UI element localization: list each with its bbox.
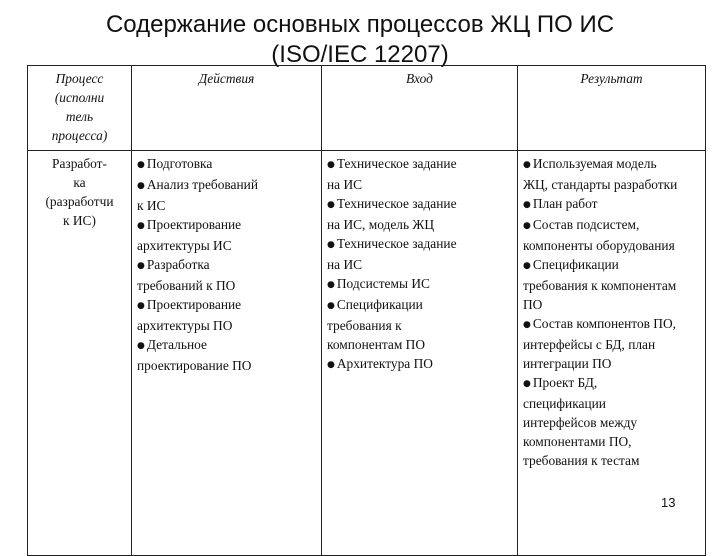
list-item-text: Используемая модель: [532, 156, 657, 171]
list-item-text: Архитектура ПО: [336, 356, 433, 371]
table-header-row: [28, 66, 706, 151]
header-input: [322, 66, 518, 151]
process-text: Разработ-: [52, 156, 107, 171]
list-item-text: План работ: [532, 196, 598, 211]
list-item-text: Подсистемы ИС: [336, 276, 430, 291]
list-item-text: ПО: [523, 297, 543, 312]
list-item-text: к ИС: [137, 198, 166, 213]
bullet-icon: ●: [137, 301, 145, 311]
list-item-text: интеграции ПО: [523, 356, 612, 371]
title-line-2: (ISO/IEC 12207): [271, 41, 449, 68]
list-item: [327, 194, 512, 234]
header-process: [28, 66, 132, 151]
bullet-icon: ●: [137, 261, 145, 271]
list-item-text: Разработка: [146, 257, 210, 272]
list-item: [327, 274, 512, 295]
cell-inputs: [322, 151, 518, 556]
list-item-text: Проектирование: [146, 217, 242, 232]
list-item-text: ЖЦ, стандарты разработки: [523, 177, 678, 192]
page-number: 13: [661, 495, 676, 510]
list-item-text: требования к компонентам: [523, 278, 677, 293]
bullet-icon: ●: [523, 221, 531, 231]
bullet-icon: ●: [523, 261, 531, 271]
title-line-1: Содержание основных процессов ЖЦ ПО ИС: [105, 11, 615, 38]
list-item: [523, 314, 700, 373]
list-item-text: компонентами ПО,: [523, 434, 632, 449]
list-item: [137, 154, 316, 175]
list-item: [523, 154, 700, 194]
list-item-text: на ИС: [327, 257, 363, 272]
list-item-text: Спецификации: [532, 257, 619, 272]
header-text: (исполни: [54, 90, 105, 105]
list-item-text: требований к ПО: [137, 278, 236, 293]
process-text: к ИС): [63, 213, 96, 228]
process-table: [27, 65, 706, 556]
list-item-text: компонентам ПО: [327, 337, 425, 352]
cell-process: [28, 151, 132, 556]
list-item-text: Техническое задание: [336, 236, 457, 251]
bullet-icon: ●: [327, 301, 335, 311]
list-item-text: Спецификации: [336, 297, 423, 312]
bullet-icon: ●: [137, 341, 145, 351]
bullet-icon: ●: [523, 160, 531, 170]
header-text: тель: [65, 109, 94, 124]
list-item-text: требования к: [327, 318, 402, 333]
bullet-icon: ●: [327, 160, 335, 170]
list-item-text: архитектуры ИС: [137, 238, 232, 253]
bullet-icon: ●: [327, 240, 335, 250]
cell-actions: [132, 151, 322, 556]
list-item: [523, 255, 700, 314]
list-item-text: требования к тестам: [523, 453, 640, 468]
list-item-text: проектирование ПО: [137, 358, 252, 373]
list-item-text: интерфейсы с БД, план: [523, 337, 656, 352]
list-item-text: Анализ требований: [146, 177, 258, 192]
bullet-icon: ●: [137, 181, 145, 191]
list-item: [327, 234, 512, 274]
list-item: [523, 215, 700, 255]
list-item: [137, 175, 316, 215]
list-item-text: архитектуры ПО: [137, 318, 233, 333]
bullet-icon: ●: [137, 160, 145, 170]
list-item-text: на ИС, модель ЖЦ: [327, 217, 435, 232]
list-item-text: Проект БД,: [532, 375, 598, 390]
bullet-icon: ●: [137, 221, 145, 231]
list-item-text: на ИС: [327, 177, 363, 192]
process-text: (разработчи: [45, 194, 114, 209]
list-item-text: Подготовка: [146, 156, 213, 171]
list-item: [523, 194, 700, 215]
list-item: [523, 373, 700, 470]
list-item-text: Детальное: [146, 337, 207, 352]
header-text: процесса): [51, 128, 108, 143]
header-text: Процесс: [55, 71, 104, 86]
list-item-text: интерфейсов между: [523, 415, 638, 430]
cell-results: [518, 151, 706, 556]
bullet-icon: ●: [327, 280, 335, 290]
bullet-icon: ●: [523, 200, 531, 210]
bullet-icon: ●: [523, 379, 531, 389]
header-actions: [132, 66, 322, 151]
list-item: [327, 354, 512, 375]
bullet-icon: ●: [327, 200, 335, 210]
list-item-text: спецификации: [523, 396, 606, 411]
list-item-text: Техническое задание: [336, 196, 457, 211]
list-item: [327, 295, 512, 354]
bullet-icon: ●: [327, 360, 335, 370]
header-text: Результат: [580, 71, 643, 86]
bullet-icon: ●: [523, 320, 531, 330]
list-item-text: Проектирование: [146, 297, 242, 312]
header-text: Вход: [406, 71, 433, 86]
list-item-text: Состав подсистем,: [532, 217, 640, 232]
list-item: [137, 295, 316, 335]
header-result: [518, 66, 706, 151]
list-item: [137, 215, 316, 255]
list-item: [137, 255, 316, 295]
list-item-text: Техническое задание: [336, 156, 457, 171]
header-text: Действия: [198, 71, 255, 86]
list-item-text: Состав компонентов ПО,: [532, 316, 676, 331]
process-text: ка: [73, 175, 86, 190]
list-item-text: компоненты оборудования: [523, 238, 675, 253]
list-item: [137, 335, 316, 375]
table-row: [28, 151, 706, 556]
list-item: [327, 154, 512, 194]
slide-title: [0, 10, 720, 70]
